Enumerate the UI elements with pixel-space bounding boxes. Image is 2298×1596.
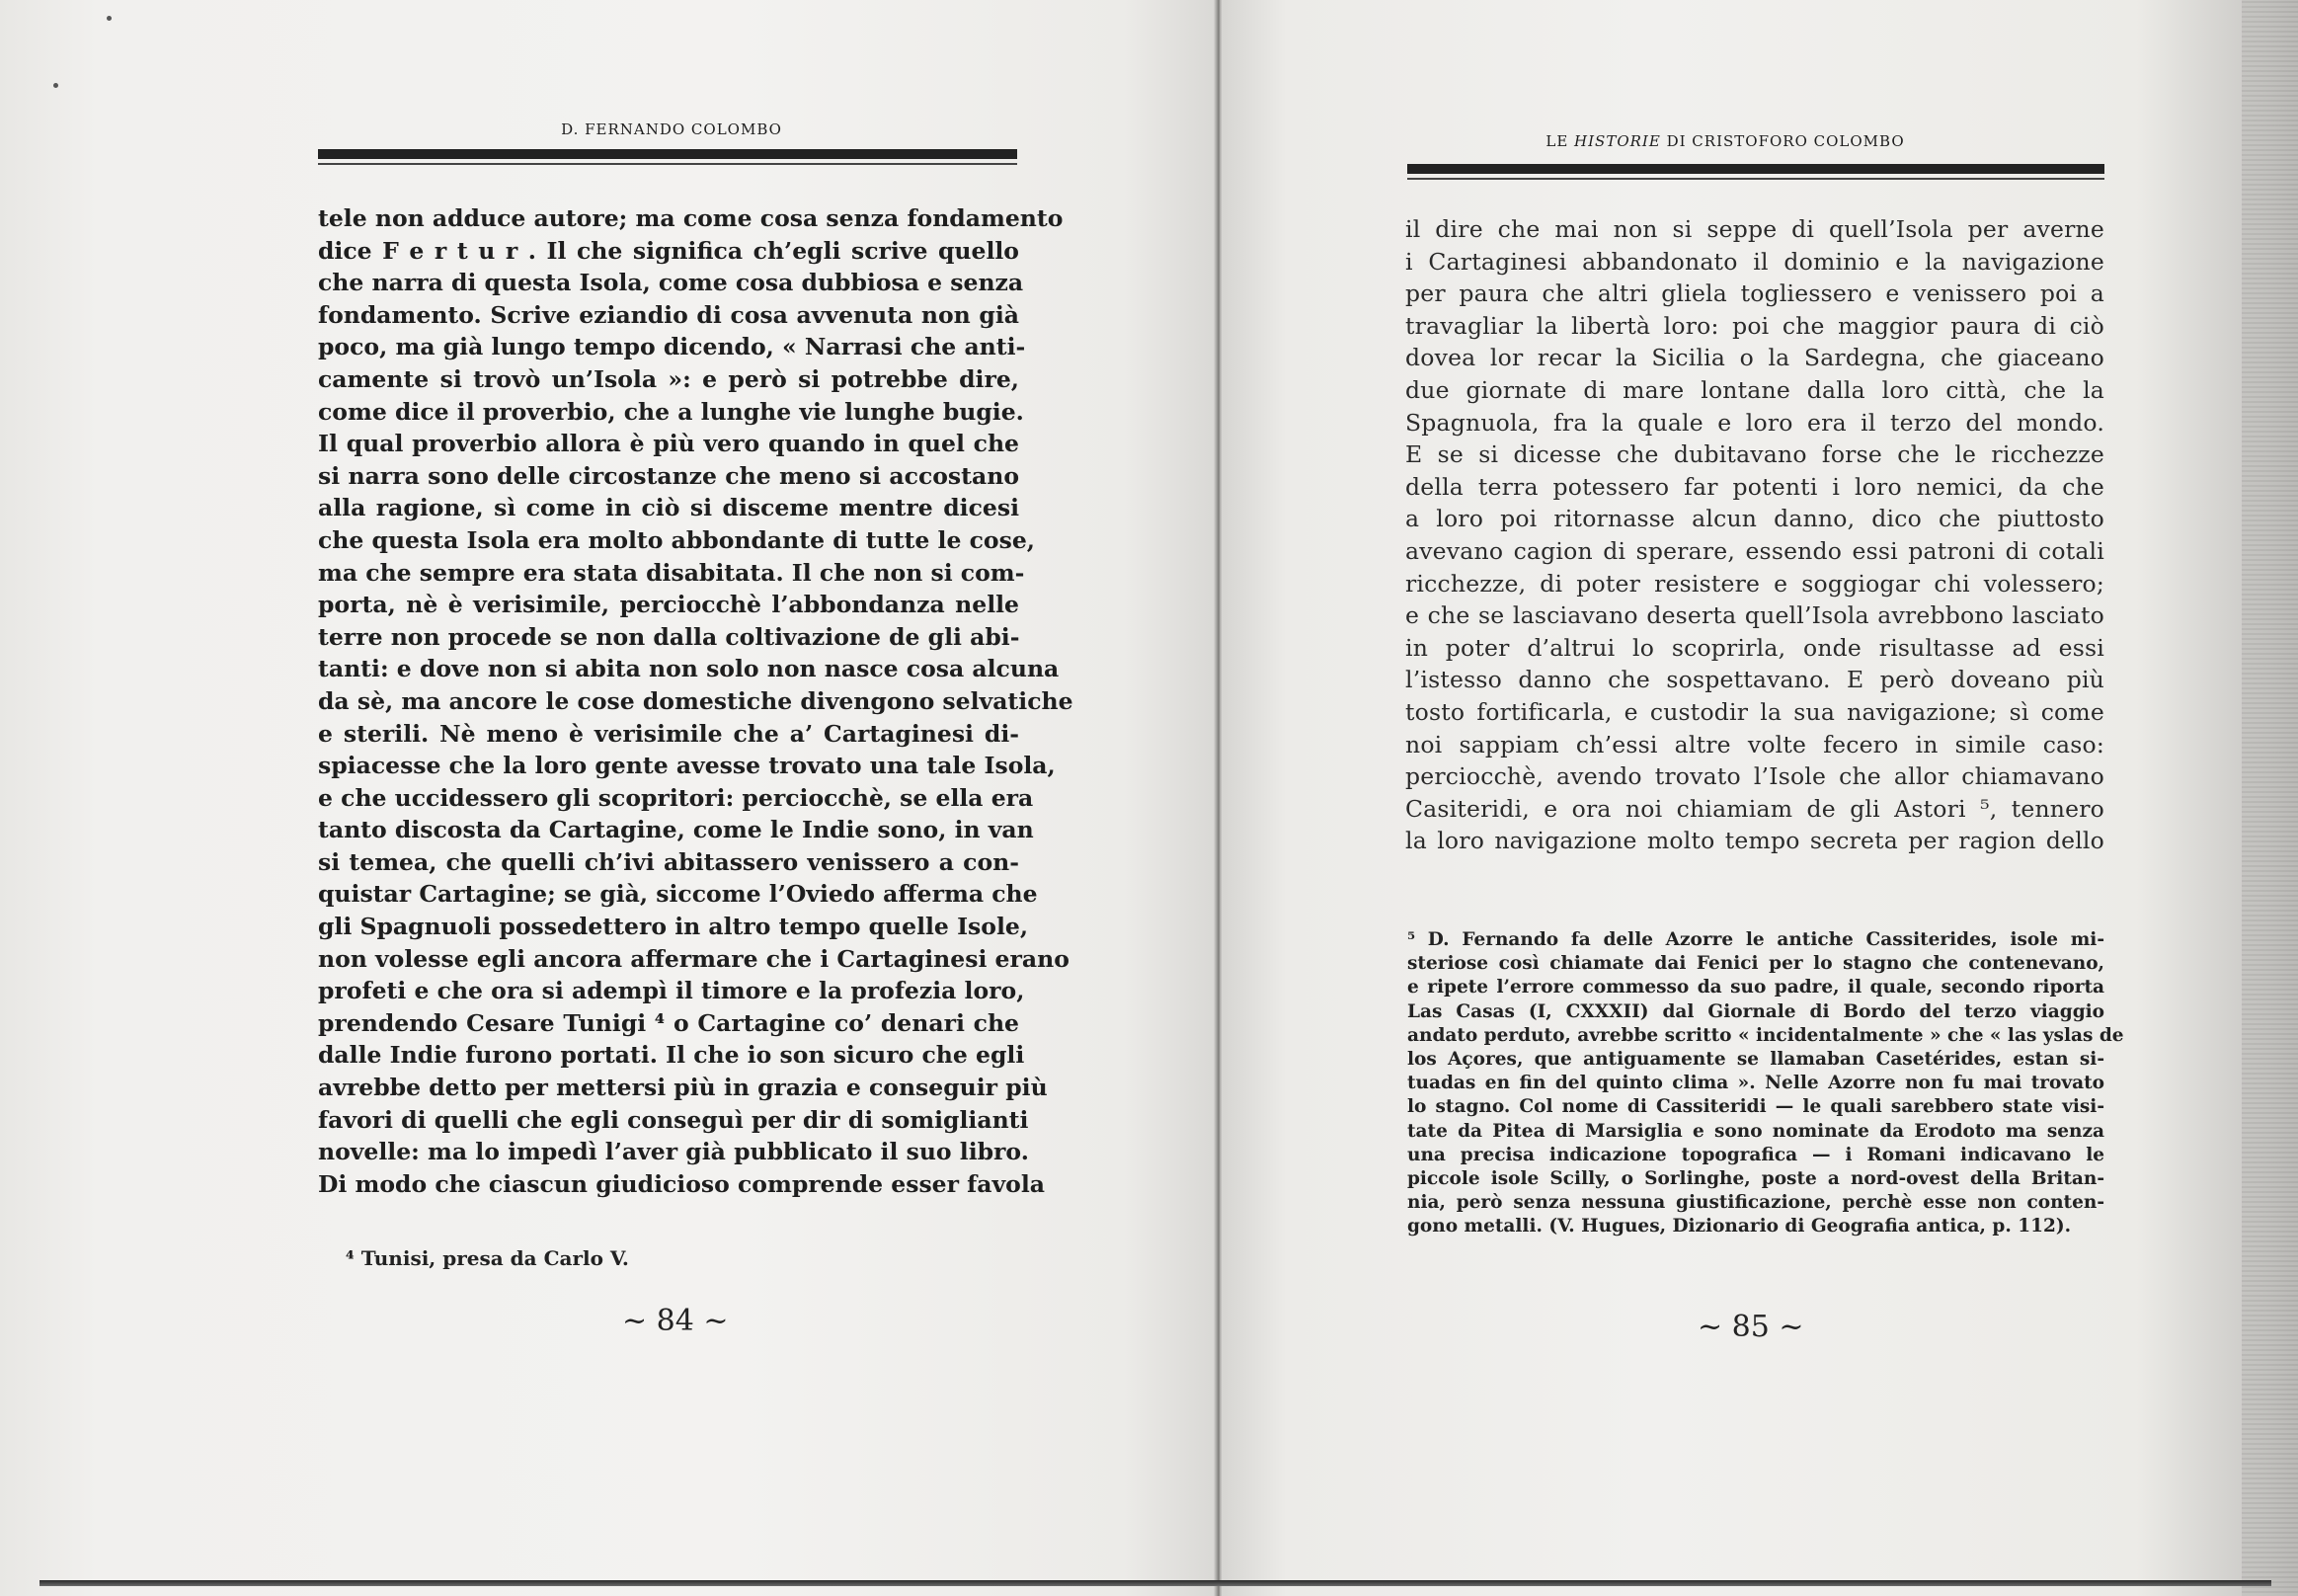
footnote-line: e ripete l’errore commesso da suo padre, il quale, secondo riporta [1407,977,2104,998]
text-line: che questa Isola era molto abbondante di tutte le cose, [318,525,1035,554]
text-line: fondamento. Scrive eziandio di cosa avvenuta non già [318,300,1019,329]
text-line: profeti e che ora si adempì il timore e la profezia loro, [318,977,1025,1005]
text-line: tanti: e dove non si abita non solo non nasce cosa alcuna [318,655,1060,683]
text-line: i Cartaginesi abbandonato il dominio e la navigazione [1405,247,2104,276]
text-line: per paura che altri gliela togliessero e venissero poi a [1405,279,2104,308]
running-head: LE HISTORIE DI CRISTOFORO COLOMBO [1545,132,1905,150]
page-number: ~ 84 ~ [622,1304,729,1338]
footnote-line: andato perduto, avrebbe scritto « incidentalmente » che « las yslas de [1407,1024,2124,1046]
text-line: alla ragione, sì come in ciò si disceme mentre dicesi [318,494,1019,522]
footnote-line: piccole isole Scilly, o Sorlinghe, poste a nord-ovest della Britan- [1407,1167,2104,1189]
paper-speck [53,83,58,88]
text-line: Spagnuola, fra la quale e loro era il terzo del mondo. [1405,408,2104,437]
text-line: ricchezze, di poter resistere e soggiogar chi volessero; [1405,569,2104,598]
text-line: a loro poi ritornasse alcun danno, dico che piuttosto [1405,505,2104,533]
text-line: che narra di questa Isola, come cosa dubbiosa e senza [318,269,1024,297]
header-rule-thin [1407,178,2104,180]
text-line: dovea lor recar la Sicilia o la Sardegna, che giaceano [1405,344,2104,372]
text-line: come dice il proverbio, che a lunghe vie lunghe bugie. [318,397,1024,426]
header-rule [318,149,1017,159]
footnote: ⁴ Tunisi, presa da Carlo V. [346,1246,629,1270]
main-text [1405,213,2104,857]
main-text [318,202,1073,1200]
text-line: avrebbe detto per mettersi più in grazia e conseguir più [318,1074,1048,1102]
text-line: Di modo che ciascun giudicioso comprende esser favola [318,1169,1046,1198]
text-line: la loro navigazione molto tempo secreta per ragion dello [1405,827,2104,855]
text-line: della terra potessero far potenti i loro nemici, da che [1405,472,2104,501]
text-line: E se si dicesse che dubitavano forse che le ricchezze [1405,440,2104,469]
text-line: ma che sempre era stata disabitata. Il che non si com- [318,558,1025,587]
text-line: dalle Indie furono portati. Il che io son sicuro che egli [318,1041,1025,1070]
text-line: si temea, che quelli ch’ivi abitassero venissero a con- [318,847,1019,876]
footnote-line: Las Casas (I, CXXXII) dal Giornale di Bordo del terzo viaggio [1407,1000,2104,1022]
text-line: l’istesso danno che sospettavano. E però doveano più [1405,666,2104,694]
text-line: prendendo Cesare Tunigi ⁴ o Cartagine co’ denari che [318,1008,1019,1037]
text-line: due giornate di mare lontane dalla loro città, che la [1405,375,2104,404]
text-line: camente si trovò un’Isola »: e però si potrebbe dire, [318,364,1019,393]
text-line: in poter d’altrui lo scoprirla, onde risultasse ad essi [1405,633,2104,662]
text-line: e che uccidessero gli scopritori: perciocchè, se ella era [318,783,1034,812]
text-line: non volesse egli ancora affermare che i Cartaginesi erano [318,944,1070,973]
running-head: D. FERNANDO COLOMBO [561,120,782,138]
footnote-line: los Açores, que antiguamente se llamaban Casetérides, estan si- [1407,1048,2104,1070]
footnote-line: lo stagno. Col nome di Cassiteridi — le quali sarebbero state visi- [1407,1096,2104,1118]
footnote-line: steriose così chiamate dai Fenici per lo stagno che contenevano, [1407,953,2104,975]
header-rule [1407,164,2104,174]
text-line: e sterili. Nè meno è verisimile che a’ Cartaginesi di- [318,719,1019,748]
footnote-line: nia, però senza nessuna giustificazione, perchè esse non conten- [1407,1192,2104,1214]
footnote-line: tate da Pitea di Marsiglia e sono nominate da Erodoto ma senza [1407,1120,2104,1142]
text-line: tosto fortificarla, e custodir la sua navigazione; sì come [1405,697,2104,726]
text-line: novelle: ma lo impedì l’aver già pubblicato il suo libro. [318,1138,1029,1166]
text-line: tele non adduce autore; ma come cosa senza fondamento [318,204,1064,232]
footnote [1407,928,2124,1238]
text-line: si narra sono delle circostanze che meno si accostano [318,461,1019,490]
footnote-line: tuadas en fin del quinto clima ». Nelle Azorre non fu mai trovato [1407,1073,2104,1094]
text-line: spiacesse che la loro gente avesse trovato una tale Isola, [318,752,1056,780]
text-line: poco, ma già lungo tempo dicendo, « Narrasi che anti- [318,333,1026,361]
text-line: Casiteridi, e ora noi chiamiam de gli Astori ⁵, tennero [1405,794,2104,823]
text-line: favori di quelli che egli conseguì per dir di somiglianti [318,1105,1029,1134]
footnote-line: una precisa indicazione topografica — i Romani indicavano le [1407,1144,2104,1165]
text-line: quistar Cartagine; se già, siccome l’Oviedo afferma che [318,880,1038,909]
text-line: dice F e r t u r . Il che significa ch’egli scrive quello [318,236,1019,265]
page-number: ~ 85 ~ [1698,1310,1804,1344]
scan-bottom-edge [40,1580,2271,1586]
text-line: avevano cagion di sperare, essendo essi patroni di cotali [1405,536,2104,565]
header-rule-thin [318,163,1017,165]
text-line: il dire che mai non si seppe di quell’Isola per averne [1405,215,2104,243]
text-line: da sè, ma ancore le cose domestiche divengono selvatiche [318,686,1073,715]
text-line: porta, nè è verisimile, perciocchè l’abbondanza nelle [318,591,1019,619]
text-line: noi sappiam ch’essi altre volte fecero in simile caso: [1405,730,2104,758]
text-line: travagliar la libertà loro: poi che maggior paura di ciò [1405,311,2104,340]
right-page [1222,0,2298,1596]
paper-speck [107,16,112,21]
text-line: gli Spagnuoli possedettero in altro tempo quelle Isole, [318,913,1029,941]
text-line: tanto discosta da Cartagine, come le Indie sono, in van [318,816,1034,844]
text-line: Il qual proverbio allora è più vero quando in quel che [318,430,1019,458]
scan-edge [2242,0,2298,1596]
footnote-line: ⁵ D. Fernando fa delle Azorre le antiche Cassiterides, isole mi- [1407,929,2104,950]
footnote-line: gono metalli. (V. Hugues, Dizionario di Geografia antica, p. 112). [1407,1216,2072,1237]
text-line: e che se lasciavano deserta quell’Isola avrebbono lasciato [1405,601,2104,630]
text-line: terre non procede se non dalla coltivazione de gli abi- [318,622,1020,651]
text-line: perciocchè, avendo trovato l’Isole che allor chiamavano [1405,762,2104,791]
